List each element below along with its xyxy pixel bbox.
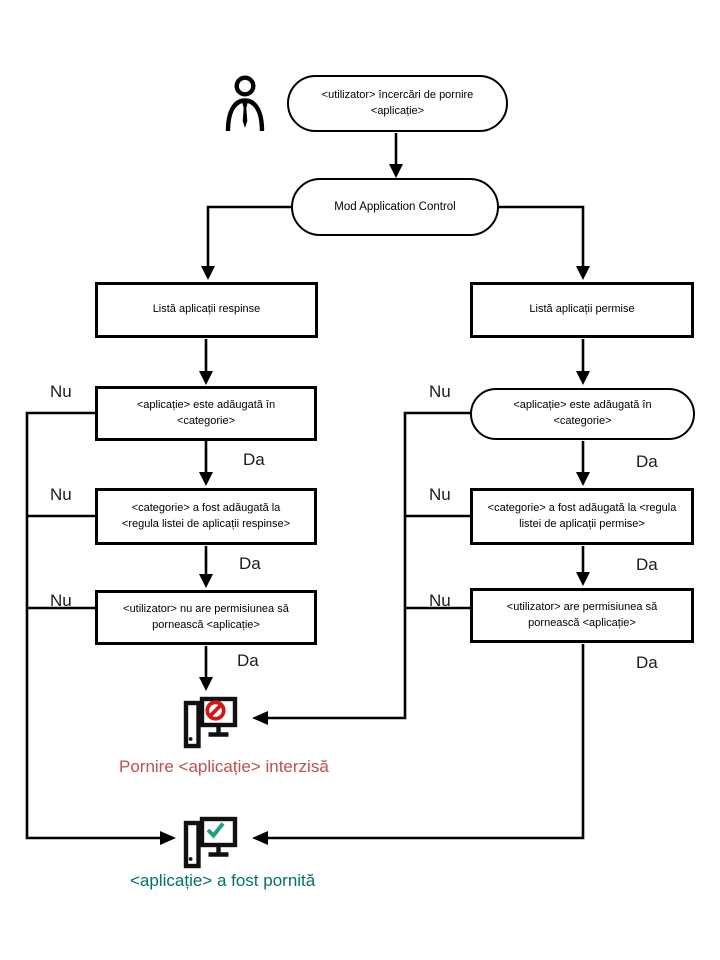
- arrowhead: [160, 831, 176, 845]
- start-node-label: <utilizator> încercări de pornire <aplicație>: [321, 88, 474, 117]
- allowed-step2-label: <categorie> a fost adăugată la <regula listei de aplicații permise>: [487, 501, 677, 530]
- allowed-step1-label: <aplicație> este adăugată în <categorie>: [513, 399, 652, 427]
- no-label-denied-2: Nu: [50, 485, 72, 504]
- yes-label-allowed-3: Da: [636, 653, 658, 672]
- blocked-outcome-text: Pornire <aplicație> interzisă: [119, 757, 329, 776]
- arrow-mode-to-denied-list: [208, 207, 292, 267]
- arrowhead: [201, 266, 215, 280]
- allowed-yes-rail: [267, 644, 583, 838]
- no-label-denied-1: Nu: [50, 382, 72, 401]
- arrowhead: [389, 164, 403, 178]
- no-label-allowed-1: Nu: [429, 382, 451, 401]
- mode-node-label: Mod Application Control: [334, 200, 456, 213]
- arrowhead: [199, 677, 213, 691]
- no-label-denied-3: Nu: [50, 591, 72, 610]
- arrowhead: [576, 266, 590, 280]
- user-icon: [224, 75, 266, 133]
- no-label-allowed-2: Nu: [429, 485, 451, 504]
- arrowhead: [252, 831, 268, 845]
- computer-blocked-icon: [182, 694, 238, 750]
- allowed-step2-node: [470, 488, 694, 545]
- allowed-list-label: Listă aplicații permise: [529, 303, 635, 316]
- denied-step3-node: [95, 590, 317, 645]
- arrow-mode-to-allowed-list: [498, 207, 583, 267]
- mode-node: [291, 178, 499, 236]
- arrowhead: [199, 371, 213, 385]
- arrowhead: [576, 572, 590, 586]
- yes-label-allowed-2: Da: [636, 555, 658, 574]
- arrowhead: [576, 371, 590, 385]
- start-node: [287, 75, 508, 132]
- arrowhead: [576, 472, 590, 486]
- yes-label-denied-2: Da: [239, 554, 261, 573]
- started-outcome-text: <aplicație> a fost pornită: [130, 871, 316, 890]
- denied-list-node: [95, 282, 318, 338]
- yes-label-allowed-1: Da: [636, 452, 658, 471]
- denied-step2-label: <categorie> a fost adăugată la <regula listei de aplicații respinse>: [121, 501, 291, 530]
- allowed-step1-node: [470, 388, 695, 440]
- allowed-step3-label: <utilizator> are permisiunea să pornească <aplicație>: [506, 600, 658, 629]
- yes-label-denied-3: Da: [237, 651, 259, 670]
- arrowhead: [199, 472, 213, 486]
- denied-list-label: Listă aplicații respinse: [152, 303, 261, 316]
- allowed-no-rail: [267, 413, 470, 718]
- allowed-step3-node: [470, 588, 694, 643]
- yes-label-denied-1: Da: [243, 450, 265, 469]
- denied-step1-label: <aplicație> este adăugată în <categorie>: [136, 398, 276, 427]
- denied-step3-label: <utilizator> nu are permisiunea să pornească <aplicație>: [123, 602, 289, 631]
- denied-step1-node: [95, 386, 317, 441]
- no-label-allowed-3: Nu: [429, 591, 451, 610]
- arrowhead: [252, 711, 268, 725]
- arrowhead: [199, 574, 213, 588]
- denied-step2-node: [95, 488, 317, 545]
- computer-started-icon: [182, 814, 238, 870]
- allowed-list-node: [470, 282, 694, 338]
